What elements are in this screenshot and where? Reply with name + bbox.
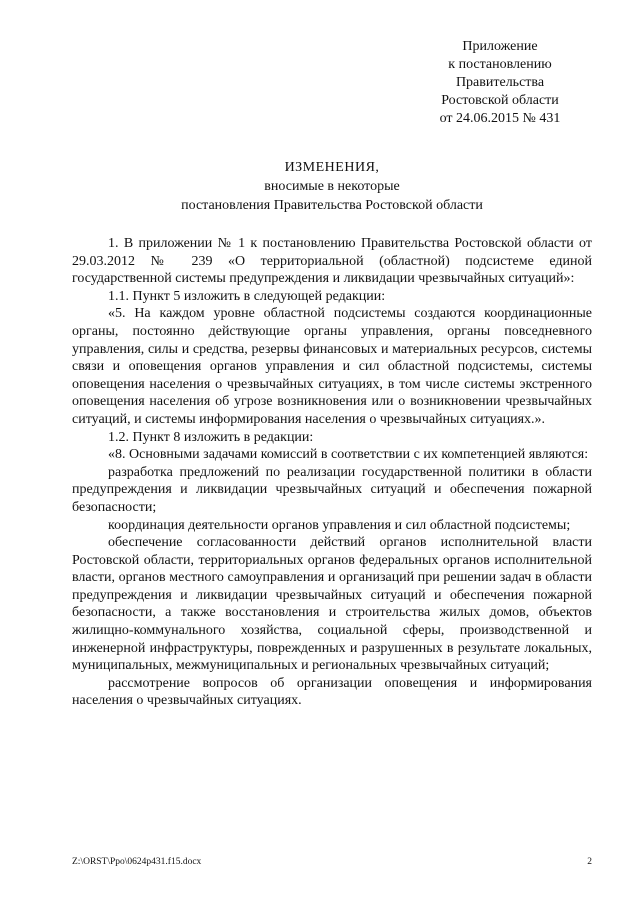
paragraph: координация деятельности органов управления и сил областной подсистемы; [108, 517, 571, 533]
document-heading [72, 158, 592, 215]
paragraph: «8. Основными задачами комиссий в соответствии с их компетенцией являются: [108, 447, 589, 463]
document-subtitle: вносимые в некоторые [264, 179, 400, 194]
paragraph: 1.1. Пункт 5 изложить в следующей редакции: [108, 288, 386, 304]
appendix-block [420, 38, 580, 128]
paragraph: 1. В приложении № 1 к постановлению Правительства Ростовской области от 29.03.2012 № 239 «О территориальной (областной) подсистеме единой государственной системы предупреждения и ликвидации чрезвычайных ситуаций»: [72, 236, 592, 287]
appendix-line: Правительства [455, 75, 545, 90]
paragraph: 1.2. Пункт 8 изложить в редакции: [108, 429, 314, 445]
appendix-line: Приложение [462, 39, 538, 54]
page-number: 2 [587, 857, 592, 867]
appendix-line: от 24.06.2015 № 431 [439, 111, 561, 126]
document-subtitle: постановления Правительства Ростовской области [181, 198, 483, 213]
document-title: ИЗМЕНЕНИЯ, [284, 160, 380, 175]
paragraph: обеспечение согласованности действий органов исполнительной власти Ростовской области, территориальных органов федеральных органов исполнительной власти, органов местного самоуправления и организаций при решении задач в области предупреждения и ликвидации чрезвычайных ситуаций и обеспечения пожарной безопасности, а также восстановления и строительства жилых домов, объектов жилищно-коммунального хозяйства, социальной сферы, производственной и инженерной инфраструктуры, поврежденных и разрушенных в результате локальных, муниципальных, межмуниципальных и региональных чрезвычайных ситуаций; [72, 535, 592, 674]
document-body [72, 235, 592, 710]
appendix-line: Ростовской области [441, 93, 559, 108]
paragraph: «5. На каждом уровне областной подсистемы создаются координационные органы, постоянно действующие органы управления, органы повседневного управления, силы и средства, резервы финансовых и материальных ресурсов, системы связи и оповещения органов управления и сил областной подсистемы, системы оповещения населения о чрезвычайных ситуациях, в том числе системы экстренного оповещения населения об угрозе возникновения или о возникновении чрезвычайных ситуаций, и системы информирования населения о чрезвычайных ситуациях.». [72, 306, 592, 427]
file-path: Z:\ORST\Ppo\0624p431.f15.docx [72, 857, 202, 867]
paragraph: разработка предложений по реализации государственной политики в области предупреждения и ликвидации чрезвычайных ситуаций и обеспечения пожарной безопасности; [72, 464, 592, 515]
appendix-line: к постановлению [448, 57, 552, 72]
paragraph: рассмотрение вопросов об организации оповещения и информирования населения о чрезвычайных ситуациях. [72, 675, 592, 709]
